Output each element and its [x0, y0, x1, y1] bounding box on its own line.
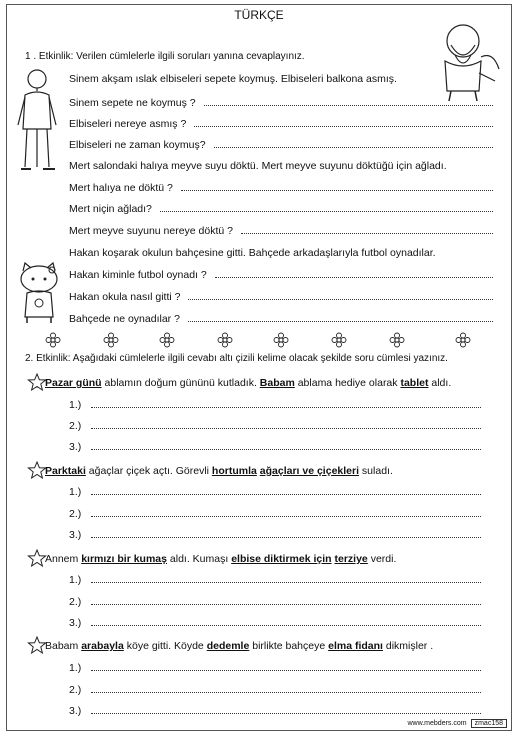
answer-blank[interactable] [91, 705, 481, 714]
answer-row: 3.) [69, 441, 481, 453]
answer-blank[interactable] [91, 574, 481, 583]
answer-blank[interactable] [160, 203, 493, 212]
flower-icon [45, 332, 61, 348]
story-text: Mert salondaki halıya meyve suyu döktü. Mert meyve suyunu döktüğü için ağladı. [69, 160, 447, 172]
answer-row: 1.) [69, 574, 481, 586]
task-sentence: Annem kırmızı bir kumaş aldı. Kumaşı elbise diktirmek için terziye verdi. [45, 553, 397, 565]
answer-blank[interactable] [91, 617, 481, 626]
flower-icon [455, 332, 471, 348]
page-title: TÜRKÇE [234, 8, 284, 22]
answer-blank[interactable] [181, 182, 493, 191]
flower-icon [103, 332, 119, 348]
answer-row: 3.) [69, 617, 481, 629]
answer-row: 3.) [69, 705, 481, 717]
question-row: Hakan okula nasıl gitti ? [69, 291, 499, 303]
answer-blank[interactable] [91, 441, 481, 450]
section2-instruction: 2. Etkinlik: Aşağıdaki cümlelerle ilgili cevabı altı çizili kelime olacak şekilde soru cümlesi yazınız. [25, 353, 448, 364]
story-text: Hakan koşarak okulun bahçesine gitti. Bahçede arkadaşlarıyla futbol oynadılar. [69, 247, 436, 259]
answer-blank[interactable] [91, 508, 481, 517]
story-text: Sinem akşam ıslak elbiseleri sepete koymuş. Elbiseleri balkona asmış. [69, 73, 397, 85]
question-row: Bahçede ne oynadılar ? [69, 313, 499, 325]
answer-blank[interactable] [91, 399, 481, 408]
answer-blank[interactable] [91, 486, 481, 495]
flower-icon [159, 332, 175, 348]
answer-row: 1.) [69, 399, 481, 411]
footer [407, 719, 507, 728]
star-icon [27, 461, 47, 479]
star-icon [27, 549, 47, 567]
answer-blank[interactable] [188, 291, 493, 300]
answer-blank[interactable] [91, 662, 481, 671]
answer-blank[interactable] [91, 596, 481, 605]
question-row: Elbiseleri ne zaman koymuş? [69, 139, 499, 151]
answer-blank[interactable] [91, 420, 481, 429]
task-sentence: Parktaki ağaçlar çiçek açtı. Görevli hortumla ağaçları ve çiçekleri suladı. [45, 465, 393, 477]
task-sentence: Babam arabayla köye gitti. Köyde dedemle birlikte bahçeye elma fidanı dikmişler . [45, 640, 434, 652]
answer-row: 1.) [69, 662, 481, 674]
answer-row: 3.) [69, 529, 481, 541]
answer-blank[interactable] [241, 225, 493, 234]
answer-blank[interactable] [188, 313, 493, 322]
answer-blank[interactable] [91, 684, 481, 693]
flower-icon [331, 332, 347, 348]
old-man-illustration [433, 21, 503, 103]
question-row: Hakan kiminle futbol oynadı ? [69, 269, 499, 281]
answer-row: 2.) [69, 596, 481, 608]
answer-blank[interactable] [91, 529, 481, 538]
answer-row: 2.) [69, 508, 481, 520]
answer-blank[interactable] [204, 97, 493, 106]
flower-icon [389, 332, 405, 348]
kitty-illustration [13, 261, 65, 327]
task-sentence: Pazar günü ablamın doğum gününü kutladık. Babam ablama hediye olarak tablet aldı. [45, 377, 452, 389]
answer-blank[interactable] [215, 269, 493, 278]
question-row: Mert halıya ne döktü ? [69, 182, 499, 194]
answer-blank[interactable] [214, 139, 493, 148]
answer-blank[interactable] [194, 118, 493, 127]
section1-instruction: 1 . Etkinlik: Verilen cümlelerle ilgili soruları yanına cevaplayınız. [25, 51, 305, 62]
footer-site[interactable]: www.mebders.com [407, 720, 467, 727]
question-row: Elbiseleri nereye asmış ? [69, 118, 499, 130]
answer-row: 2.) [69, 420, 481, 432]
star-icon [27, 636, 47, 654]
page-code: zmac158 [471, 719, 507, 728]
star-icon [27, 373, 47, 391]
boy-illustration [15, 67, 59, 175]
flower-icon [217, 332, 233, 348]
answer-row: 2.) [69, 684, 481, 696]
question-row: Mert meyve suyunu nereye döktü ? [69, 225, 499, 237]
worksheet-page [6, 4, 512, 731]
question-row: Sinem sepete ne koymuş ? [69, 97, 499, 109]
answer-row: 1.) [69, 486, 481, 498]
flower-icon [273, 332, 289, 348]
question-row: Mert niçin ağladı? [69, 203, 499, 215]
